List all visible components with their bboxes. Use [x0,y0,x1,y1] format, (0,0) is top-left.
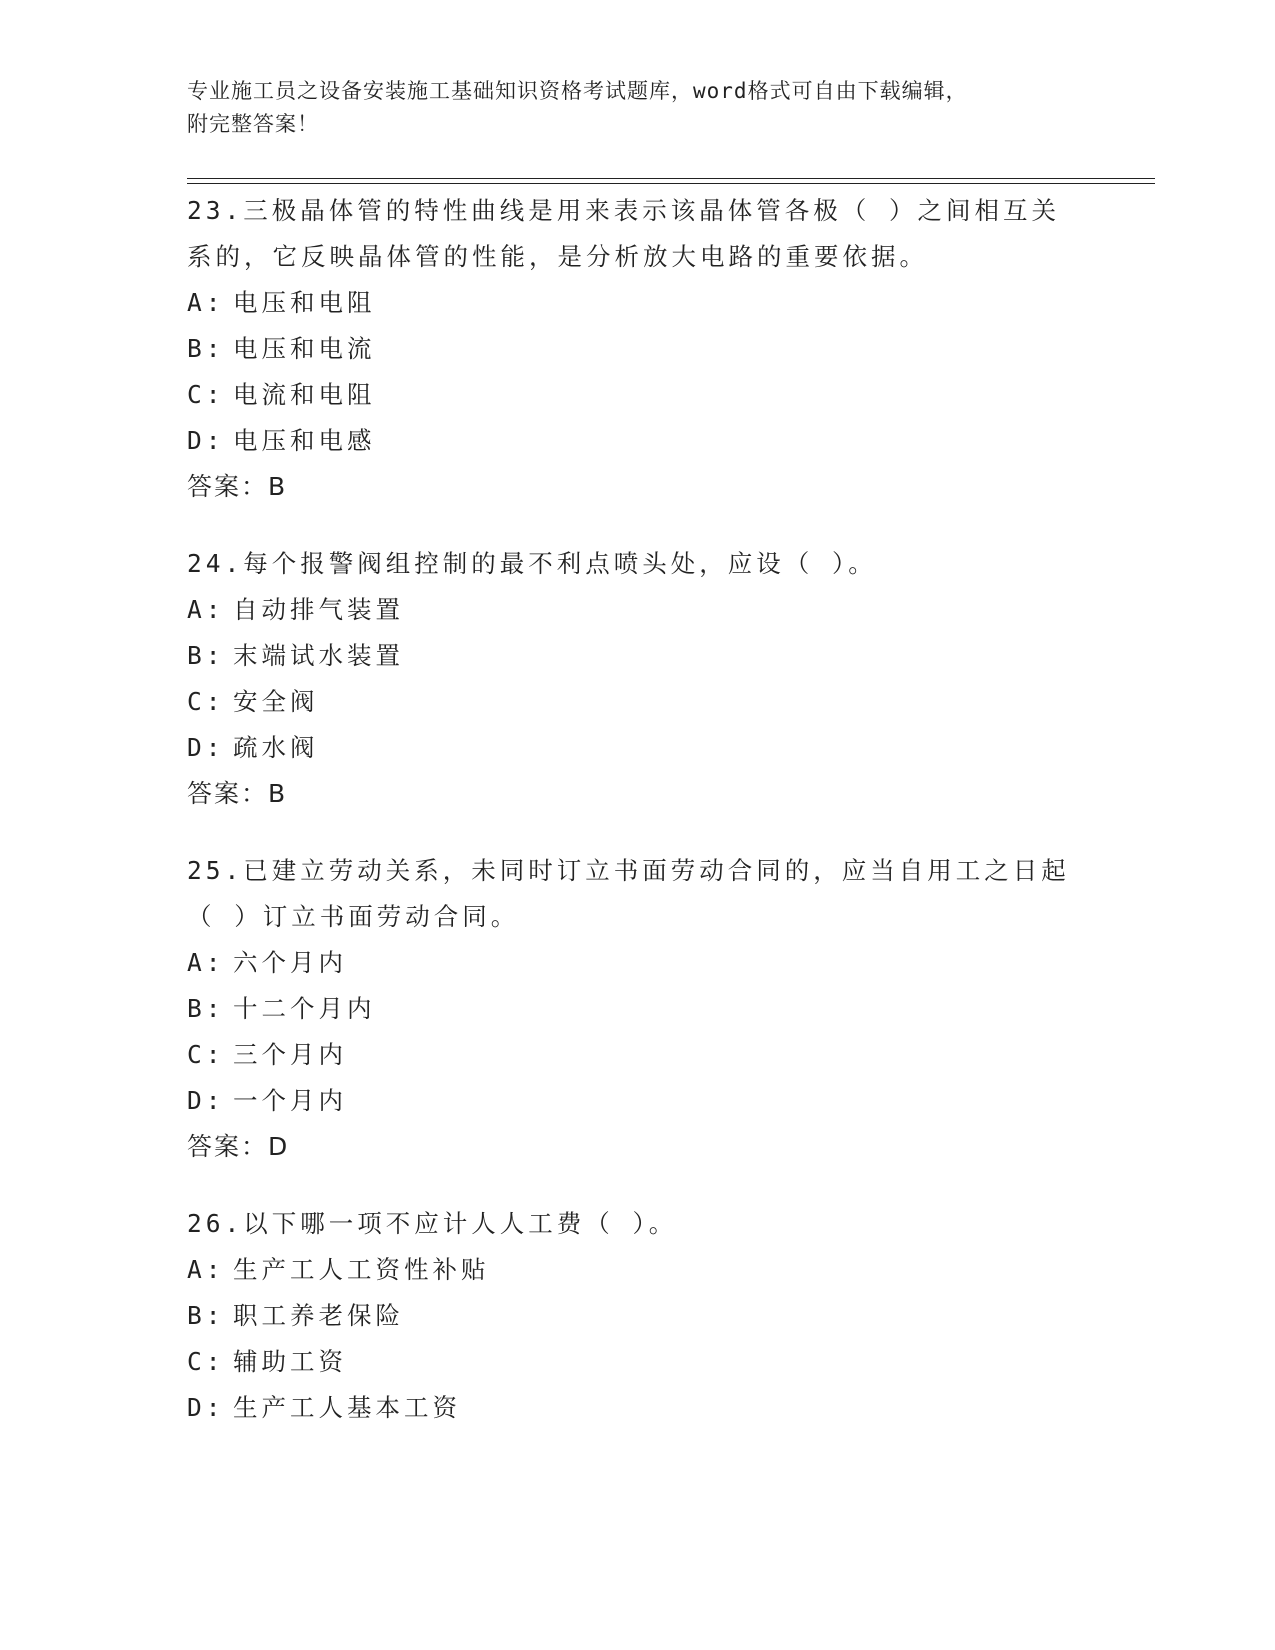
question-stem-line-1: 23.三极晶体管的特性曲线是用来表示该晶体管各极（ ）之间相互关 [187,196,1060,225]
option-key: B: [187,1301,225,1330]
option-text: 十二个月内 [233,994,376,1023]
option-text: 自动排气装置 [233,595,404,624]
option-a [187,587,1087,633]
option-text: 电压和电感 [233,426,376,455]
question-26 [187,1201,1087,1431]
option-key: D: [187,733,225,762]
option-c [187,1032,1087,1078]
option-b [187,326,1087,372]
option-key: D: [187,1086,225,1115]
option-text: 疏水阀 [233,733,319,762]
option-text: 电流和电阻 [233,380,376,409]
option-key: B: [187,994,225,1023]
option-key: C: [187,1040,225,1069]
option-key: D: [187,426,225,455]
option-text: 一个月内 [233,1086,347,1115]
header-line-1: 专业施工员之设备安装施工基础知识资格考试题库，word格式可自由下载编辑， [187,79,968,103]
option-text: 生产工人工资性补贴 [233,1255,490,1284]
question-stem-line-2: 系的，它反映晶体管的性能，是分析放大电路的重要依据。 [187,242,928,271]
answer: 答案：B [187,779,288,808]
question-list [187,188,1087,1462]
option-text: 三个月内 [233,1040,347,1069]
option-b [187,633,1087,679]
option-b [187,1293,1087,1339]
option-key: A: [187,1255,225,1284]
document-header [187,75,1087,141]
answer: 答案：B [187,472,288,501]
option-text: 生产工人基本工资 [233,1393,461,1422]
question-stem [187,848,1087,940]
option-a [187,1247,1087,1293]
option-c [187,679,1087,725]
option-key: B: [187,641,225,670]
option-key: D: [187,1393,225,1422]
option-c [187,1339,1087,1385]
question-stem [187,188,1087,280]
option-d [187,725,1087,771]
option-text: 电压和电流 [233,334,376,363]
option-text: 电压和电阻 [233,288,376,317]
option-key: A: [187,595,225,624]
question-23 [187,188,1087,510]
answer: 答案：D [187,1132,290,1161]
option-key: A: [187,288,225,317]
option-key: C: [187,687,225,716]
question-stem-line-1: 26.以下哪一项不应计人人工费（ ）。 [187,1209,678,1238]
question-stem [187,1201,1087,1247]
option-a [187,280,1087,326]
question-stem [187,541,1087,587]
question-stem-line-1: 24.每个报警阀组控制的最不利点喷头处，应设（ ）。 [187,549,877,578]
header-divider [187,178,1155,184]
option-text: 辅助工资 [233,1347,347,1376]
option-key: B: [187,334,225,363]
option-text: 六个月内 [233,948,347,977]
option-text: 安全阀 [233,687,319,716]
option-d [187,1078,1087,1124]
question-stem-line-1: 25.已建立劳动关系，未同时订立书面劳动合同的，应当自用工之日起 [187,856,1070,885]
question-stem-line-2: （ ）订立书面劳动合同。 [187,902,520,931]
option-key: C: [187,1347,225,1376]
option-text: 末端试水装置 [233,641,404,670]
option-text: 职工养老保险 [233,1301,404,1330]
option-key: A: [187,948,225,977]
option-b [187,986,1087,1032]
option-a [187,940,1087,986]
option-d [187,1385,1087,1431]
option-c [187,372,1087,418]
header-line-2: 附完整答案！ [187,112,319,136]
option-d [187,418,1087,464]
option-key: C: [187,380,225,409]
question-24 [187,541,1087,817]
question-25 [187,848,1087,1170]
